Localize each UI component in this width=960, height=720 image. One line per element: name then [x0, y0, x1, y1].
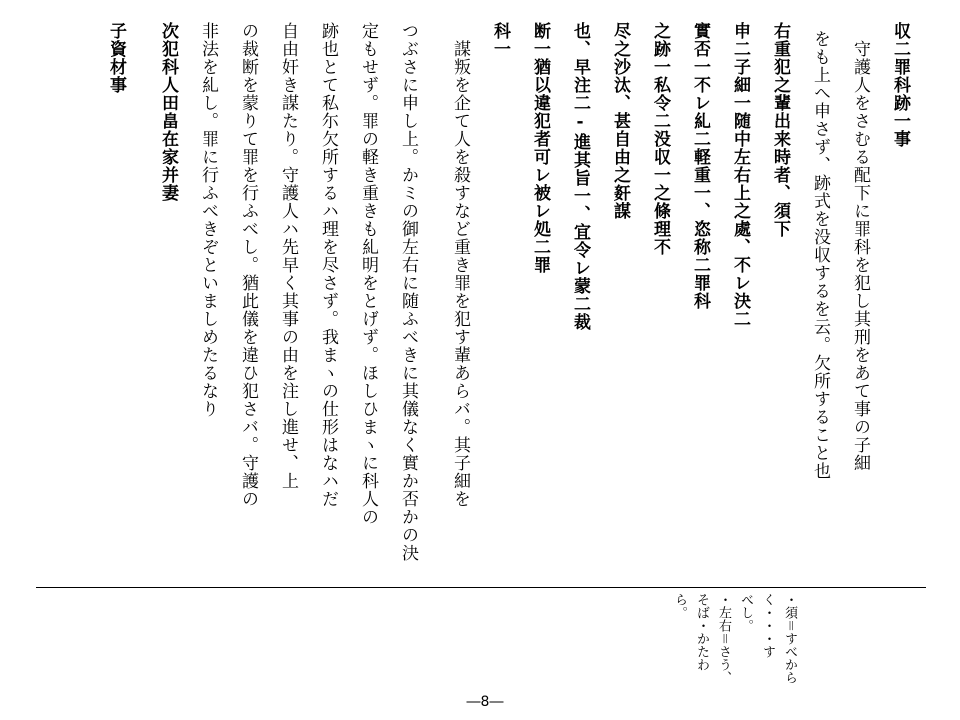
footnote-divider — [36, 587, 926, 588]
text-column: 右重犯之輩出来時者、須下 — [770, 22, 790, 238]
text-column: 科一 — [490, 22, 510, 58]
page-number: ―8― — [466, 694, 504, 710]
text-column: つぶさに申し上。かミの御左右に随ふべきに其儀なく實か否かの決 — [398, 22, 418, 562]
main-text-block — [40, 22, 920, 582]
footnote-line: ら。 — [672, 593, 687, 619]
footnote-line: べし。 — [738, 593, 753, 632]
text-column: 非法を糺し。罪に行ふべきぞといましめたるなり — [198, 22, 218, 418]
text-column: 子資材事 — [106, 22, 126, 94]
text-column: の裁断を蒙りて罪を行ふべし。猶此儀を違ひ犯さバ。守護の — [238, 22, 258, 508]
text-column: 断一猶以違犯者可レ被レ処二罪 — [530, 22, 550, 274]
text-column: 也、早注二-進其旨一、宜令レ蒙二裁 — [570, 22, 590, 331]
text-column: 謀叛を企て人を殺すなど重き罪を犯す輩あらバ。其子細を — [450, 40, 470, 508]
text-column: 収二罪科跡一事 — [890, 22, 910, 148]
text-column: をも上へ申さず、跡式を没収するを云。欠所すること也 — [810, 30, 830, 480]
text-column: 跡也とて私尓欠所するハ理を尽さず。我まヽの仕形はなハだ — [318, 22, 338, 508]
text-column: 實否一不レ糺二軽重一、恣称二罪科 — [690, 22, 710, 310]
text-column: 定もせず。罪の軽き重きも糺明をとげず。ほしひまヽに科人の — [358, 22, 378, 526]
text-column: 次犯科人田畠在家并妻 — [158, 22, 178, 202]
footnotes — [660, 593, 800, 703]
text-column: 之跡一私令二没収一之條理不 — [650, 22, 670, 256]
footnote-line: ・左右＝さう、 — [716, 593, 731, 684]
text-column: 尽之沙汰、甚自由之姧謀 — [610, 22, 630, 220]
footnote-line: ・須＝すべから — [782, 593, 797, 684]
text-column: 守護人をさむる配下に罪科を犯し其刑をあて事の子細 — [850, 40, 870, 472]
text-column: 申二子細一随中左右上之處、不レ決二 — [730, 22, 750, 328]
text-column: 自由奸き謀たり。守護人ハ先早く其事の由を注し進せ、上 — [278, 22, 298, 490]
footnote-line: く・・・す — [760, 593, 775, 658]
footnote-line: そば・かたわ — [694, 593, 709, 671]
